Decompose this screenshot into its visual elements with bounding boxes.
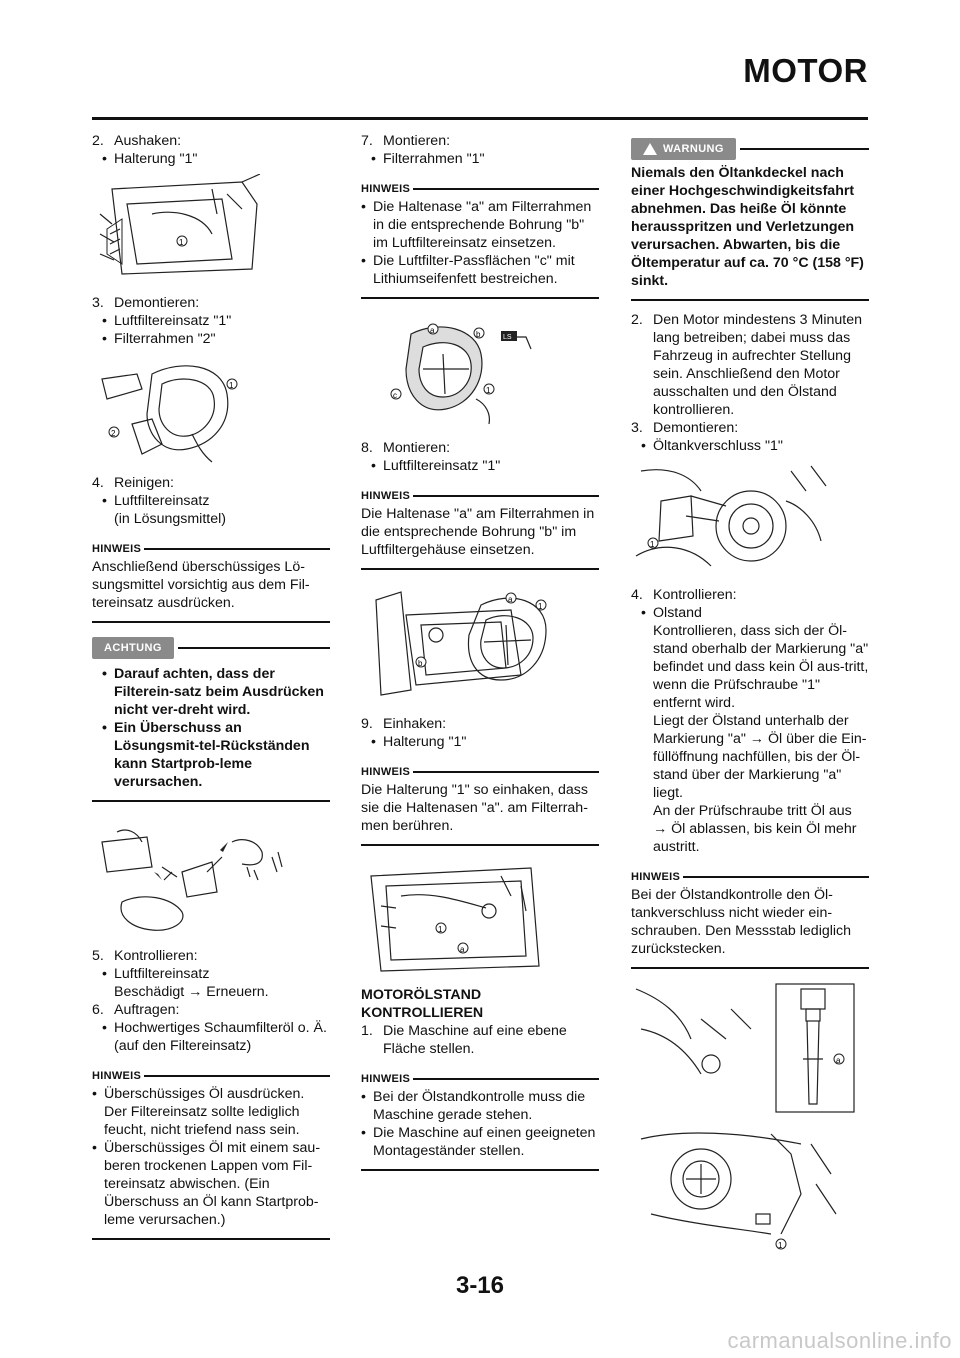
label-1: 1 bbox=[438, 925, 443, 934]
note-header: HINWEIS bbox=[361, 763, 599, 781]
note-text: Die Halterung "1" so einhaken, dass sie die Haltenasen "a". am Filterrah-men berühren. bbox=[361, 782, 588, 834]
caution-badge: ACHTUNG bbox=[92, 637, 174, 659]
figure-filter-frame bbox=[361, 309, 599, 429]
step-5-check: 5. Kontrollieren: bbox=[92, 948, 198, 964]
label-b: b bbox=[476, 330, 481, 339]
bullet-sub: (auf den Filtereinsatz) bbox=[114, 1038, 252, 1054]
note-rule bbox=[361, 568, 599, 570]
page-number: 3-16 bbox=[455, 1272, 505, 1299]
figure-bracket bbox=[92, 174, 330, 284]
note-bullet: • Die Haltenase "a" am Filterrahmen in die entsprechende Bohrung "b" im Luftfiltereinsatz einsetzen. bbox=[361, 199, 592, 251]
note-rule bbox=[361, 1169, 599, 1171]
bullet: • Hochwertiges Schaumfilteröl o. Ä. bbox=[102, 1020, 327, 1036]
note-bullet: • Bei der Ölstandkontrolle muss die Maschine gerade stehen. bbox=[361, 1089, 586, 1123]
note-rule bbox=[92, 1238, 330, 1240]
figure-holder bbox=[361, 856, 599, 976]
watermark: carmanualsonline.info bbox=[727, 1328, 952, 1353]
warning-header bbox=[631, 138, 869, 160]
label-c: c bbox=[393, 391, 397, 400]
label-a: a bbox=[508, 595, 513, 604]
bullet: • Olstand bbox=[641, 605, 702, 621]
note-bullet: • Die Luftfilter-Passflächen "c" mit Lithiumseifenfett bestreichen. bbox=[361, 253, 575, 287]
note-rule bbox=[92, 621, 330, 623]
caution-bullet: • Darauf achten, dass der Filterein-satz beim Ausdrücken nicht ver-dreht wird. bbox=[102, 666, 324, 718]
label-1: 1 bbox=[179, 238, 184, 247]
bullet-sub: Kontrollieren, dass sich der Öl-stand oberhalb der Markierung "a" befindet und dass kein Öl aus-tritt, wenn die Prüfschraube "1" entfernt wird. bbox=[653, 623, 869, 711]
bullet: • Halterung "1" bbox=[102, 151, 198, 167]
label-2: 2 bbox=[111, 429, 116, 438]
note-text: Die Haltenase "a" am Filterrahmen in die entsprechende Bohrung "b" im Luftfiltergehäuse einsetzen. bbox=[361, 506, 595, 558]
figure-squeeze bbox=[92, 812, 330, 937]
label-1: 1 bbox=[650, 540, 655, 549]
note-header: HINWEIS bbox=[361, 487, 599, 505]
bullet: • Filterrahmen "2" bbox=[102, 331, 216, 347]
bullet: • Filterrahmen "1" bbox=[371, 151, 485, 167]
bullet-sub: Liegt der Ölstand unterhalb der Markierung "a" → Öl über die Ein-füllöffnung nachfüllen, bis der Öl-stand über der Markierung "a" liegt. bbox=[653, 713, 867, 801]
bullet: • Luftfiltereinsatz "1" bbox=[371, 458, 501, 474]
label-a: a bbox=[836, 1056, 841, 1065]
note-header: HINWEIS bbox=[361, 1070, 599, 1088]
bullet-sub: An der Prüfschraube tritt Öl aus → Öl ablassen, bis kein Öl mehr austritt. bbox=[653, 803, 857, 855]
bullet: • Luftfiltereinsatz bbox=[102, 493, 210, 509]
step-4-check: 4. Kontrollieren: bbox=[631, 587, 737, 603]
bullet: • Halterung "1" bbox=[371, 734, 467, 750]
note-text: Bei der Ölstandkontrolle den Öl-tankverschluss nicht wieder ein-schrauben. Den Messstab lediglich zurückstecken. bbox=[631, 887, 852, 957]
step-6-apply: 6. Auftragen: bbox=[92, 1002, 180, 1018]
warning-rule bbox=[631, 299, 869, 301]
step-7-install: 7. Montieren: bbox=[361, 133, 451, 149]
figure-check-bolt bbox=[631, 1124, 869, 1254]
figure-dipstick bbox=[631, 979, 869, 1114]
section-heading: MOTORÖLSTAND KONTROLLIEREN bbox=[361, 987, 484, 1021]
note-bullet: • Überschüssiges Öl mit einem sau-beren trockenen Lappen vom Fil-tereinsatz abwischen. (Ein Überschuss an Öl kann Startprob-leme verursachen.) bbox=[92, 1140, 321, 1228]
note-bullet: • Die Maschine auf einen geeigneten Montageständer stellen. bbox=[361, 1125, 596, 1159]
caution-rule bbox=[92, 800, 330, 802]
bullet-sub: (in Lösungsmittel) bbox=[114, 511, 226, 527]
step-3-remove: 3. Demontieren: bbox=[631, 420, 739, 436]
column-3 bbox=[631, 132, 869, 1264]
figure-oil-tank-cap bbox=[631, 461, 869, 576]
note-bullet: • Überschüssiges Öl ausdrücken. Der Filtereinsatz sollte lediglich feucht, nicht triefend nass sein. bbox=[92, 1086, 305, 1138]
step-9-hook: 9. Einhaken: bbox=[361, 716, 447, 732]
step-8-install: 8. Montieren: bbox=[361, 440, 451, 456]
note-header: HINWEIS bbox=[92, 540, 330, 558]
bullet: • Öltankverschluss "1" bbox=[641, 438, 783, 454]
warning-icon bbox=[643, 143, 657, 155]
label-a: a bbox=[460, 945, 465, 954]
note-header: HINWEIS bbox=[92, 1067, 330, 1085]
bullet: • Luftfiltereinsatz "1" bbox=[102, 313, 232, 329]
step-4-clean: 4. Reinigen: bbox=[92, 475, 174, 491]
label-1: 1 bbox=[229, 381, 234, 390]
warning-badge: WARNUNG bbox=[631, 138, 736, 160]
label-1: 1 bbox=[486, 386, 491, 395]
label-1: 1 bbox=[778, 1241, 783, 1250]
note-header: HINWEIS bbox=[631, 868, 869, 886]
note-rule bbox=[361, 844, 599, 846]
note-rule bbox=[631, 967, 869, 969]
step-2-run-engine: 2. Den Motor mindestens 3 Minuten lang betreiben; dabei muss das Fahrzeug in aufrechter Stellung sein. Anschließend den Motor ausschalten und den Ölstand kontrollieren. bbox=[631, 312, 862, 418]
note-text: Anschließend überschüssiges Lö-sungsmittel vorsichtig aus dem Fil-tereinsatz ausdrücken. bbox=[92, 559, 310, 611]
label-1: 1 bbox=[538, 602, 543, 611]
step-3-remove: 3. Demontieren: bbox=[92, 295, 200, 311]
warning-text: Niemals den Öltankdeckel nach einer Hochgeschwindigkeitsfahrt abnehmen. Das heiße Öl könnte herausspritzen und Verletzungen verursachen. Abwarten, bis die Öltemperatur auf ca. 70 °C (158 °F) sinkt. bbox=[631, 165, 864, 289]
note-header: HINWEIS bbox=[361, 180, 599, 198]
label-a: a bbox=[430, 326, 435, 335]
column-2 bbox=[361, 132, 599, 1181]
caution-header bbox=[92, 637, 330, 659]
page-header-title: MOTOR bbox=[743, 52, 868, 89]
label-b: b bbox=[418, 659, 423, 668]
step-1-level-ground: 1. Die Maschine auf eine ebene Fläche stellen. bbox=[361, 1023, 567, 1057]
note-rule bbox=[361, 297, 599, 299]
header-rule bbox=[92, 117, 868, 120]
caution-bullet: • Ein Überschuss an Lösungsmit-tel-Rückständen kann Startprob-leme verursachen. bbox=[102, 720, 310, 790]
figure-filter-housing bbox=[361, 580, 599, 705]
grease-icon-label: LS bbox=[503, 334, 512, 341]
column-1 bbox=[92, 132, 330, 1250]
bullet: • Luftfiltereinsatz bbox=[102, 966, 210, 982]
bullet-sub: Beschädigt → Erneuern. bbox=[114, 984, 269, 1000]
figure-filter-removal bbox=[92, 354, 330, 464]
step-2-remove: 2. Aushaken: bbox=[92, 133, 182, 149]
